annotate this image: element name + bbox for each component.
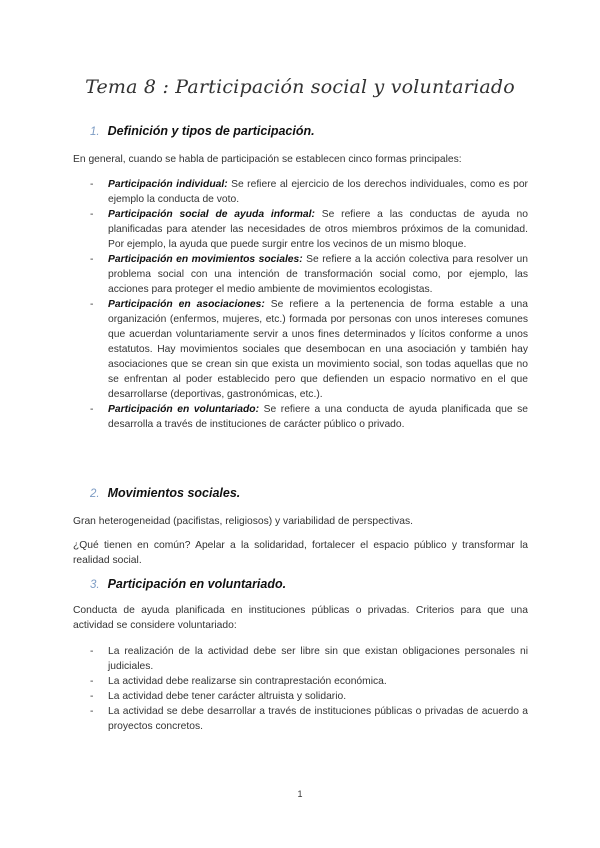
- intro-paragraph: En general, cuando se habla de participación se establecen cinco formas principales:: [73, 154, 462, 165]
- voluntariado-criteria-list: [90, 644, 528, 734]
- term-label: Participación en movimientos sociales:: [108, 254, 303, 265]
- term-text: Se refiere al ejercicio de los derechos individuales, como es por ejemplo la conducta de voto.: [108, 179, 528, 205]
- list-item: [90, 297, 528, 402]
- term-label: Participación en asociaciones:: [108, 299, 265, 310]
- section-heading-2: [90, 486, 240, 500]
- participation-forms-list: [90, 177, 528, 432]
- list-item: [90, 252, 528, 297]
- term-text: Se refiere a la acción colectiva para resolver un problema social con una intención de transformación social como, por ejemplo, las acciones para proteger el medio ambiente de movimientos ecologistas.: [108, 254, 528, 295]
- voluntariado-intro: Conducta de ayuda planificada en instituciones públicas o privadas. Criterios para que una actividad se considere voluntariado:: [73, 605, 528, 631]
- movimientos-paragraph-2: ¿Qué tienen en común? Apelar a la solidaridad, fortalecer el espacio público y transformar la realidad social.: [73, 540, 528, 566]
- term-text: Se refiere a las conductas de ayuda no planificadas para atender las necesidades de otros miembros próximos de la comunidad. Por ejemplo, la ayuda que puede surgir entre los vecinos de un mismo bloque.: [108, 209, 528, 250]
- term-label: Participación en voluntariado:: [108, 404, 260, 415]
- list-item: [90, 402, 528, 432]
- term-label: Participación social de ayuda informal:: [108, 209, 315, 220]
- section-heading-1: [90, 124, 315, 138]
- section-title: Participación en voluntariado.: [107, 577, 287, 591]
- term-label: Participación individual:: [108, 179, 228, 190]
- section-number: 2.: [90, 488, 100, 500]
- list-item: - La actividad se debe desarrollar a través de instituciones públicas o privadas de acuerdo a proyectos concretos.: [90, 704, 528, 734]
- list-item: - La realización de la actividad debe ser libre sin que existan obligaciones personales ni judiciales.: [90, 644, 528, 674]
- page-title: Tema 8 : Participación social y voluntariado: [85, 76, 515, 98]
- section-title: Definición y tipos de participación.: [107, 124, 315, 138]
- term-text: Se refiere a una conducta de ayuda planificada que se desarrolla a través de instituciones de carácter público o privado.: [108, 404, 528, 430]
- section-number: 1.: [90, 126, 100, 138]
- page-number: 1: [297, 789, 303, 799]
- section-heading-3: [90, 577, 286, 591]
- term-text: Se refiere a la pertenencia de forma estable a una organización (enfermos, mujeres, etc.) formada por personas con unos intereses comunes que acuerdan voluntariamente servir a unos fines determinados y lícitos conforme a unos estatutos. Hay movimientos sociales que desembocan en una asociación y también hay asociaciones que se crean sin que exista un movimiento social, son todas aquellas que no se enfrentan al poder establecido pero que defienden un espacio normativo en el que desarrollarse (deportivas, gastronómicas, etc.).: [108, 299, 529, 400]
- section-title: Movimientos sociales.: [107, 486, 241, 500]
- list-item: [90, 207, 528, 252]
- list-item: - La actividad debe tener carácter altruista y solidario.: [90, 689, 528, 704]
- section-number: 3.: [90, 579, 100, 591]
- list-item: [90, 177, 528, 207]
- movimientos-paragraph-1: Gran heterogeneidad (pacifistas, religiosos) y variabilidad de perspectivas.: [73, 516, 413, 527]
- list-item: - La actividad debe realizarse sin contraprestación económica.: [90, 674, 528, 689]
